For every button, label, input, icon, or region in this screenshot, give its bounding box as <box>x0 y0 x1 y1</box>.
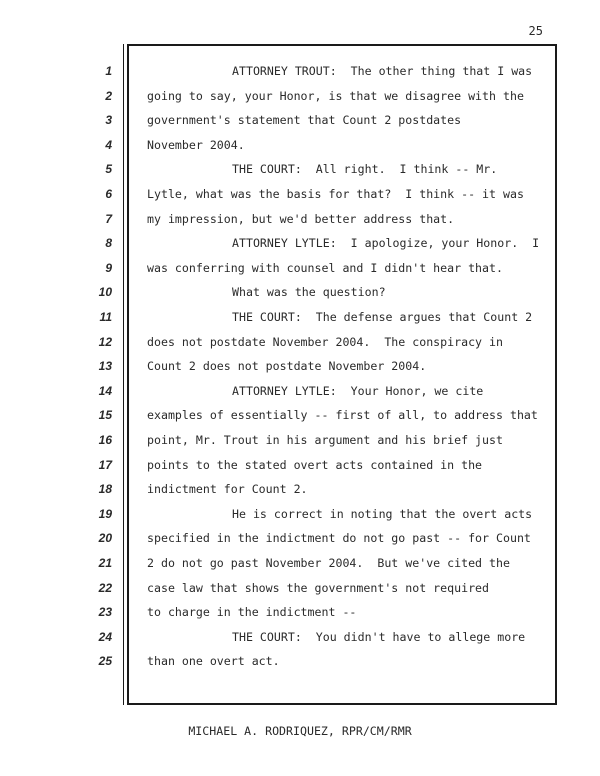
transcript-line: case law that shows the government's not required <box>147 580 490 595</box>
transcript-line: specified in the indictment do not go past -- for Count <box>147 531 531 546</box>
line-number: 22 <box>98 580 112 595</box>
line-number: 21 <box>98 556 112 570</box>
line-number: 10 <box>98 285 112 300</box>
line-number: 18 <box>98 482 112 497</box>
transcript-line: examples of essentially -- first of all, to address that <box>147 408 538 423</box>
transcript-line: 2 do not go past November 2004. But we've cited the <box>147 556 510 570</box>
transcript-line: point, Mr. Trout in his argument and his brief just <box>147 433 503 447</box>
transcript-line: Count 2 does not postdate November 2004. <box>147 359 427 374</box>
line-number: 11 <box>99 310 112 324</box>
margin-rule <box>123 44 124 705</box>
transcript-line: THE COURT: You didn't have to allege more <box>232 629 526 644</box>
transcript-line: What was the question? <box>232 285 386 300</box>
transcript-line: points to the stated overt acts contained in the <box>147 457 483 472</box>
transcript-line: Lytle, what was the basis for that? I think -- it was <box>147 187 524 201</box>
transcript-line: ATTORNEY LYTLE: Your Honor, we cite <box>232 383 484 398</box>
transcript-line: ATTORNEY LYTLE: I apologize, your Honor. I <box>232 236 540 251</box>
page-number: 25 <box>528 24 543 38</box>
line-number: 8 <box>105 236 112 251</box>
line-number: 3 <box>105 113 112 128</box>
transcript-line: ATTORNEY TROUT: The other thing that I was <box>232 64 533 78</box>
line-number: 24 <box>98 629 112 644</box>
footer-reporter: MICHAEL A. RODRIQUEZ, RPR/CM/RMR <box>188 724 412 738</box>
line-number: 16 <box>98 433 112 447</box>
transcript-line: to charge in the indictment -- <box>147 605 357 620</box>
line-number: 12 <box>98 334 112 349</box>
line-number: 5 <box>105 162 112 177</box>
transcript-line: does not postdate November 2004. The conspiracy in <box>147 334 503 349</box>
line-number: 6 <box>105 187 112 201</box>
line-number: 13 <box>98 359 112 374</box>
line-number: 9 <box>105 260 112 275</box>
transcript-line: November 2004. <box>147 137 245 152</box>
transcript-line: going to say, your Honor, is that we disagree with the <box>147 88 524 103</box>
transcript-line: government's statement that Count 2 postdates <box>147 113 462 128</box>
transcript-line: He is correct in noting that the overt acts <box>232 506 533 521</box>
line-number: 4 <box>105 137 112 152</box>
line-number: 2 <box>105 88 112 103</box>
line-number: 20 <box>98 531 112 546</box>
line-number: 15 <box>98 408 112 423</box>
transcript-line: was conferring with counsel and I didn't hear that. <box>147 260 503 275</box>
line-number: 17 <box>98 457 112 472</box>
line-number: 1 <box>105 64 112 78</box>
line-number: 19 <box>98 506 112 521</box>
line-number: 7 <box>105 211 112 226</box>
line-number: 23 <box>98 605 112 620</box>
transcript-line: my impression, but we'd better address that. <box>147 211 455 226</box>
line-number: 25 <box>98 654 112 669</box>
transcript-line: THE COURT: All right. I think -- Mr. <box>232 162 498 177</box>
transcript-line: than one overt act. <box>147 654 280 669</box>
transcript-line: THE COURT: The defense argues that Count 2 <box>232 310 533 324</box>
transcript-line: indictment for Count 2. <box>147 482 308 497</box>
line-number: 14 <box>98 383 112 398</box>
